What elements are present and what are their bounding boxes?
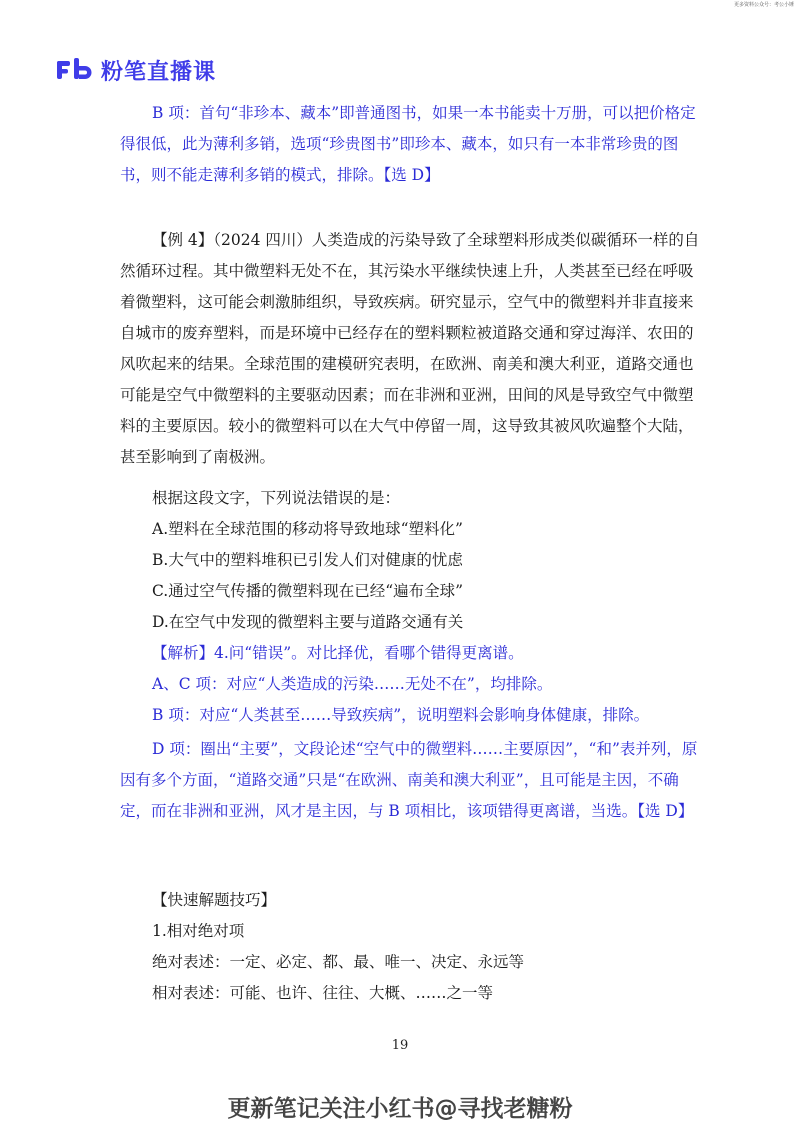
- option-b-analysis: B 项：首句“非珍本、藏本”即普通图书，如果一本书能卖十万册，可以把价格定得很低，此为薄利多销，选项“珍贵图书”即珍本、藏本，如只有一本非常珍贵的图书，则不能走薄利多销的模式，排除。【选 D】: [120, 104, 696, 184]
- tips-absolute: 绝对表述：一定、必定、都、最、唯一、决定、永远等: [152, 953, 525, 971]
- option-d: D.在空气中发现的微塑料主要与道路交通有关: [152, 613, 464, 631]
- tips-title: 【快速解题技巧】: [152, 891, 277, 909]
- option-a: A.塑料在全球范围的移动将导致地球“塑料化”: [152, 520, 463, 538]
- example-passage: 【例 4】（2024 四川）人类造成的污染导致了全球塑料形成类似碳循环一样的自然循环过程。其中微塑料无处不在，其污染水平继续快速上升，人类甚至已经在呼吸着微塑料，这可能会刺激肺组织，导致疾病。研究显示，空气中的微塑料并非直接来自城市的废弃塑料，而是环境中已经存在的塑料颗粒被道路交通和穿过海洋、农田的风吹起来的结果。全球范围的建模研究表明，在欧洲、南美和澳大利亚，道路交通也可能是空气中微塑料的主要驱动因素；而在非洲和亚洲，田间的风是导致空气中微塑料的主要原因。较小的微塑料可以在大气中停留一周，这导致其被风吹遍整个大陆，甚至影响到了南极洲。: [120, 231, 700, 466]
- analysis-b: B 项：对应“人类甚至……导致疾病”，说明塑料会影响身体健康，排除。: [152, 706, 650, 724]
- analysis-d: D 项：圈出“主要”，文段论述“空气中的微塑料……主要原因”，“和”表并列，原因有多个方面，“道路交通”只是“在欧洲、南美和澳大利亚”，且可能是主因，不确定，而在非洲和亚洲，风才是主因，与 B 项相比，该项错得更离谱，当选。【选 D】: [120, 740, 698, 820]
- fenbi-logo-icon: [57, 58, 95, 82]
- top-note: 更多资料公众号：考公小锤: [733, 2, 794, 8]
- option-b: B.大气中的塑料堆积已引发人们对健康的忧虑: [152, 551, 463, 569]
- logo-text: 粉笔直播课: [101, 59, 217, 85]
- page-number: 19: [391, 1038, 409, 1053]
- analysis-intro: 【解析】4.问“错误”。对比择优，看哪个错得更离谱。: [152, 644, 524, 662]
- brand-logo: [57, 55, 216, 85]
- tips-relative: 相对表述：可能、也许、往往、大概、……之一等: [152, 984, 494, 1002]
- analysis-ac: A、C 项：对应“人类造成的污染……无处不在”，均排除。: [152, 675, 553, 693]
- footer-watermark: 更新笔记关注小红书@寻找老糖粉: [227, 1096, 573, 1122]
- question-stem: 根据这段文字，下列说法错误的是：: [152, 489, 401, 507]
- tips-item-1: 1.相对绝对项: [152, 922, 245, 940]
- option-c: C.通过空气传播的微塑料现在已经“遍布全球”: [152, 582, 464, 600]
